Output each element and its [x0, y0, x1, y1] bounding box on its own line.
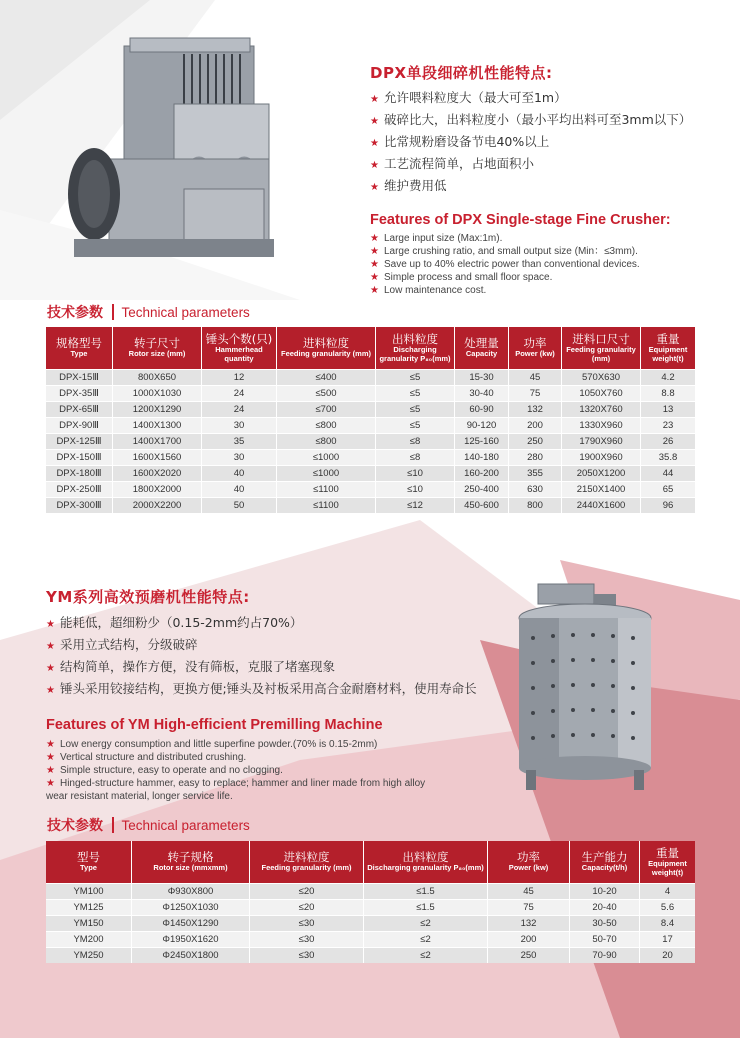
table-cell: YM125 [46, 899, 131, 915]
table-cell: 132 [508, 401, 561, 417]
table-cell: 8.4 [639, 915, 695, 931]
column-header-cn: 出料粒度 [392, 332, 438, 346]
table-cell: 35.8 [640, 449, 695, 465]
table-cell: DPX-250Ⅲ [46, 481, 112, 497]
list-item: ★ Large crushing ratio, and small output size (Min：≤3mm). [370, 246, 638, 257]
star-icon: ★ [370, 272, 379, 283]
list-item: ★ 采用立式结构，分级破碎 [46, 637, 198, 652]
table-cell: 24 [201, 385, 276, 401]
ym-spec-table [46, 841, 695, 963]
table-cell: 12 [201, 369, 276, 385]
dpx-features-title-en: Features of DPX Single-stage Fine Crusher: [370, 212, 671, 228]
table-cell: DPX-180Ⅲ [46, 465, 112, 481]
table-cell: 8.8 [640, 385, 695, 401]
table-cell: 800 [508, 497, 561, 513]
star-icon: ★ [370, 138, 379, 149]
table-cell: 1600X2020 [112, 465, 201, 481]
table-cell: 30-40 [454, 385, 508, 401]
star-icon: ★ [370, 160, 379, 171]
table-cell: 1800X2000 [112, 481, 201, 497]
table-cell: Φ1250X1030 [131, 899, 249, 915]
column-header-en: Capacity(t/h) [581, 863, 628, 873]
column-header [561, 327, 640, 369]
list-item: ★ Low energy consumption and little superfine powder.(70% is 0.15-2mm) [46, 739, 378, 750]
table-cell: 2050X1200 [561, 465, 640, 481]
star-icon: ★ [370, 116, 379, 127]
table-cell: ≤800 [276, 433, 375, 449]
table-cell: 200 [508, 417, 561, 433]
list-item: ★ Simple process and small floor space. [370, 272, 553, 283]
table-cell: DPX-35Ⅲ [46, 385, 112, 401]
column-header-en: Power (kw) [508, 863, 549, 873]
ym-features-list-en [46, 738, 436, 803]
dpx-features-list-cn [370, 88, 730, 198]
column-header [112, 327, 201, 369]
column-header-en: Equipment weight(t) [648, 859, 687, 877]
table-cell: 1200X1290 [112, 401, 201, 417]
column-header-en: Rotor size (mmxmm) [153, 863, 228, 873]
column-header [363, 841, 487, 883]
table-cell: 10-20 [569, 883, 639, 899]
table-cell: 1600X1560 [112, 449, 201, 465]
table-cell: 1900X960 [561, 449, 640, 465]
column-header-en: Type [70, 349, 88, 359]
table-cell: 1790X960 [561, 433, 640, 449]
column-header [131, 841, 249, 883]
list-item: ★ Large input size (Max:1m). [370, 233, 503, 244]
table-cell: ≤30 [249, 947, 363, 963]
table-cell: 90-120 [454, 417, 508, 433]
ym-features-title-en: Features of YM High-efficient Premilling Machine [46, 717, 383, 733]
table-cell: ≤1100 [276, 497, 375, 513]
table-row [46, 947, 695, 963]
table-cell: ≤30 [249, 915, 363, 931]
column-header-cn: 规格型号 [56, 336, 102, 351]
table-cell: 20 [639, 947, 695, 963]
column-header-cn: 转子规格 [167, 850, 214, 865]
column-header-cn: 生产能力 [581, 850, 628, 865]
table-row [46, 433, 695, 449]
column-header [640, 327, 695, 369]
table-cell: ≤5 [375, 385, 454, 401]
list-item: ★ 工艺流程简单，占地面积小 [370, 156, 534, 171]
table-cell: 250 [487, 947, 569, 963]
table-cell: YM200 [46, 931, 131, 947]
table-cell: 1000X1030 [112, 385, 201, 401]
table-row [46, 449, 695, 465]
column-header [201, 327, 276, 369]
list-item: ★ Simple structure, easy to operate and no clogging. [46, 765, 283, 776]
table-cell: 23 [640, 417, 695, 433]
table-cell: 44 [640, 465, 695, 481]
table-cell: 17 [639, 931, 695, 947]
column-header-en: Feeding granularity (mm) [261, 863, 352, 873]
column-header-cn: 型号 [77, 850, 100, 865]
table-cell: DPX-90Ⅲ [46, 417, 112, 433]
table-cell: 65 [640, 481, 695, 497]
column-header-en: Type [80, 863, 97, 873]
star-icon: ★ [46, 685, 55, 696]
table-cell: ≤5 [375, 401, 454, 417]
column-header-cn: 转子尺寸 [134, 336, 180, 351]
list-item: ★ 维护费用低 [370, 178, 447, 193]
star-icon: ★ [370, 285, 379, 296]
table-cell: 200 [487, 931, 569, 947]
table-cell: 96 [640, 497, 695, 513]
column-header-en: Power (kw) [515, 349, 555, 359]
table-header-row [46, 327, 695, 369]
table-cell: ≤1100 [276, 481, 375, 497]
table-row [46, 465, 695, 481]
table-cell: Φ1450X1290 [131, 915, 249, 931]
table-cell: 50-70 [569, 931, 639, 947]
table-cell: ≤5 [375, 369, 454, 385]
column-header [639, 841, 695, 883]
table-cell: ≤1.5 [363, 899, 487, 915]
table-cell: DPX-125Ⅲ [46, 433, 112, 449]
star-icon: ★ [370, 233, 379, 244]
table-cell: 2000X2200 [112, 497, 201, 513]
table-cell: 160-200 [454, 465, 508, 481]
section-heading-cn: 技术参数 [47, 818, 103, 834]
column-header-cn: 进料粒度 [283, 850, 330, 865]
heading-divider [112, 817, 114, 833]
table-cell: 280 [508, 449, 561, 465]
list-item: ★ 结构简单，操作方便，没有筛板，克服了堵塞现象 [46, 659, 335, 674]
table-cell: 45 [508, 369, 561, 385]
table-cell: 5.6 [639, 899, 695, 915]
ym-premill-image [508, 578, 663, 798]
table-row [46, 369, 695, 385]
table-cell: 4.2 [640, 369, 695, 385]
table-cell: Φ2450X1800 [131, 947, 249, 963]
table-cell: 4 [639, 883, 695, 899]
column-header [46, 327, 112, 369]
table-cell: YM100 [46, 883, 131, 899]
star-icon: ★ [46, 619, 55, 630]
table-cell: Φ1950X1620 [131, 931, 249, 947]
column-header-cn: 锤头个数(只) [205, 332, 273, 346]
list-item: ★ 能耗低，超细粉少（0.15-2mm约占70%） [46, 615, 303, 630]
column-header-cn: 重量 [656, 846, 679, 860]
dpx-features-title-cn: DPX单段细碎机性能特点: [370, 64, 553, 82]
table-cell: ≤8 [375, 433, 454, 449]
table-row [46, 915, 695, 931]
table-cell: ≤20 [249, 899, 363, 915]
column-header-cn: 功率 [523, 336, 547, 351]
table-cell: 30-50 [569, 915, 639, 931]
table-cell: Φ930X800 [131, 883, 249, 899]
table-row [46, 481, 695, 497]
table-cell: 45 [487, 883, 569, 899]
table-cell: DPX-300Ⅲ [46, 497, 112, 513]
column-header-cn: 进料粒度 [303, 336, 349, 351]
list-item: ★ 比常规粉磨设备节电40%以上 [370, 134, 550, 149]
table-cell: ≤5 [375, 417, 454, 433]
table-cell: 630 [508, 481, 561, 497]
column-header-en: Capacity [465, 349, 498, 359]
ym-section-heading [47, 815, 250, 835]
table-cell: ≤2 [363, 931, 487, 947]
table-cell: 24 [201, 401, 276, 417]
table-cell: YM150 [46, 915, 131, 931]
star-icon: ★ [370, 246, 379, 257]
table-cell: ≤10 [375, 481, 454, 497]
table-cell: 250 [508, 433, 561, 449]
table-cell: 250-400 [454, 481, 508, 497]
table-cell: 1400X1300 [112, 417, 201, 433]
list-item: ★ Save up to 40% electric power than conventional devices. [370, 259, 640, 270]
star-icon: ★ [46, 778, 55, 789]
column-header-en: Rotor size (mm) [128, 349, 186, 359]
table-row [46, 497, 695, 513]
table-cell: 355 [508, 465, 561, 481]
table-cell: 50 [201, 497, 276, 513]
ym-features-list-cn [46, 613, 516, 701]
dpx-crusher-image [64, 34, 289, 274]
column-header-en: Feeding granularity (mm) [566, 345, 636, 363]
star-icon: ★ [46, 663, 55, 674]
section-heading-en: Technical parameters [121, 304, 250, 320]
table-cell: ≤500 [276, 385, 375, 401]
table-row [46, 385, 695, 401]
table-cell: ≤1000 [276, 465, 375, 481]
star-icon: ★ [46, 752, 55, 763]
table-cell: YM250 [46, 947, 131, 963]
column-header-en: Discharging granularity P₈₀(mm) [379, 345, 451, 363]
table-cell: 132 [487, 915, 569, 931]
table-cell: 40 [201, 481, 276, 497]
table-cell: 75 [508, 385, 561, 401]
table-row [46, 883, 695, 899]
column-header [569, 841, 639, 883]
table-cell: ≤20 [249, 883, 363, 899]
star-icon: ★ [46, 641, 55, 652]
table-cell: ≤1.5 [363, 883, 487, 899]
dpx-spec-table [46, 327, 695, 513]
column-header [46, 841, 131, 883]
table-cell: 26 [640, 433, 695, 449]
column-header [375, 327, 454, 369]
dpx-features-list-en [370, 232, 730, 297]
table-cell: 35 [201, 433, 276, 449]
star-icon: ★ [370, 182, 379, 193]
table-cell: 75 [487, 899, 569, 915]
table-cell: ≤2 [363, 915, 487, 931]
table-header-row [46, 841, 695, 883]
table-cell: 2150X1400 [561, 481, 640, 497]
table-cell: ≤800 [276, 417, 375, 433]
table-cell: DPX-15Ⅲ [46, 369, 112, 385]
star-icon: ★ [46, 739, 55, 750]
table-row [46, 401, 695, 417]
table-cell: ≤400 [276, 369, 375, 385]
column-header-en: Feeding granularity (mm) [280, 349, 371, 359]
table-cell: ≤1000 [276, 449, 375, 465]
table-cell: 13 [640, 401, 695, 417]
star-icon: ★ [46, 765, 55, 776]
column-header-cn: 进料口尺寸 [572, 332, 630, 346]
table-cell: 1400X1700 [112, 433, 201, 449]
list-item: ★ 破碎比大，出料粒度小（最小平均出料可至3mm以下） [370, 112, 692, 127]
table-cell: 1320X760 [561, 401, 640, 417]
list-item: ★ 锤头采用铰接结构，更换方便;锤头及衬板采用高合金耐磨材料，使用寿命长 [46, 681, 477, 696]
table-cell: 800X650 [112, 369, 201, 385]
table-cell: 450-600 [454, 497, 508, 513]
table-cell: 30 [201, 449, 276, 465]
section-heading-cn: 技术参数 [47, 305, 103, 321]
list-item: ★ Vertical structure and distributed crushing. [46, 752, 247, 763]
table-cell: 1330X960 [561, 417, 640, 433]
column-header [249, 841, 363, 883]
table-cell: ≤12 [375, 497, 454, 513]
column-header [454, 327, 508, 369]
table-cell: ≤8 [375, 449, 454, 465]
column-header-cn: 处理量 [464, 336, 499, 351]
column-header [508, 327, 561, 369]
table-cell: 30 [201, 417, 276, 433]
table-cell: DPX-150Ⅲ [46, 449, 112, 465]
table-row [46, 417, 695, 433]
column-header-cn: 重量 [656, 332, 680, 346]
dpx-section-heading [47, 302, 250, 322]
table-cell: ≤30 [249, 931, 363, 947]
section-heading-en: Technical parameters [121, 817, 250, 833]
table-cell: 20-40 [569, 899, 639, 915]
table-cell: 70-90 [569, 947, 639, 963]
table-cell: 2440X1600 [561, 497, 640, 513]
column-header-cn: 出料粒度 [402, 850, 449, 865]
column-header [276, 327, 375, 369]
table-cell: 125-160 [454, 433, 508, 449]
list-item: ★ Low maintenance cost. [370, 285, 487, 296]
star-icon: ★ [370, 94, 379, 105]
table-cell: DPX-65Ⅲ [46, 401, 112, 417]
table-cell: ≤2 [363, 947, 487, 963]
column-header [487, 841, 569, 883]
table-cell: 40 [201, 465, 276, 481]
heading-divider [112, 304, 114, 320]
list-item: ★ 允许喂料粒度大（最大可至1m） [370, 90, 567, 105]
table-cell: 140-180 [454, 449, 508, 465]
column-header-cn: 功率 [517, 850, 540, 865]
table-cell: 1050X760 [561, 385, 640, 401]
table-cell: 60-90 [454, 401, 508, 417]
table-cell: ≤10 [375, 465, 454, 481]
table-row [46, 931, 695, 947]
column-header-en: Hammerhead quantity [215, 345, 263, 363]
column-header-en: Equipment weight(t) [648, 345, 688, 363]
star-icon: ★ [370, 259, 379, 270]
list-item: ★ Hinged-structure hammer, easy to replace; hammer and liner made from high alloy wear resistant material, longer service life. [46, 778, 426, 802]
table-cell: 570X630 [561, 369, 640, 385]
column-header-en: Discharging granularity P₈₀(mm) [367, 863, 484, 873]
ym-features-title-cn: YM系列高效预磨机性能特点: [46, 588, 250, 606]
table-cell: 15-30 [454, 369, 508, 385]
table-row [46, 899, 695, 915]
table-cell: ≤700 [276, 401, 375, 417]
